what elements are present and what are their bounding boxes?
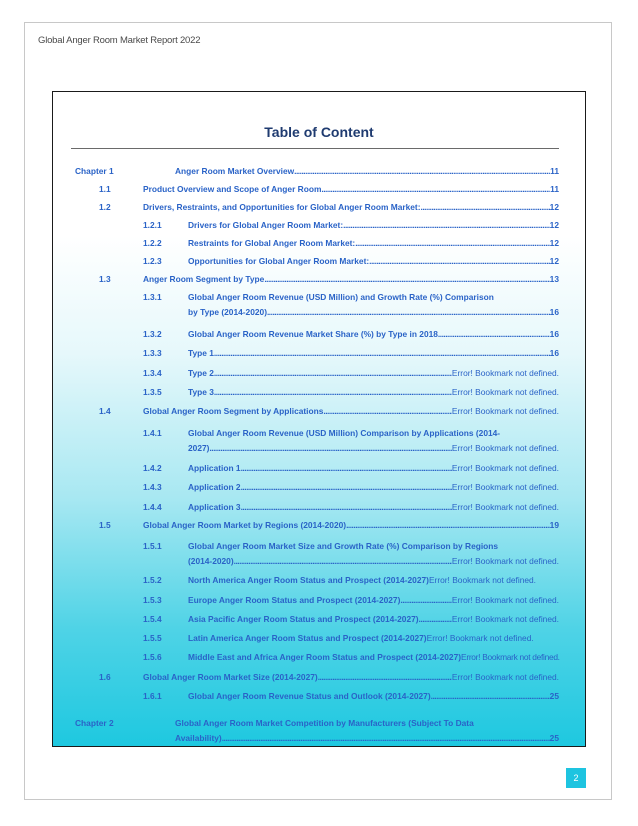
- toc-number: 1.4.1: [143, 428, 162, 438]
- leader-dots: [209, 443, 452, 454]
- leader-dots: [214, 348, 550, 359]
- leader-dots: [323, 406, 452, 417]
- toc-entry[interactable]: [188, 387, 559, 398]
- toc-page: 12: [549, 220, 559, 230]
- toc-entry[interactable]: [143, 202, 559, 213]
- toc-entry[interactable]: [143, 274, 559, 285]
- toc-page: 12: [549, 256, 559, 266]
- toc-page: 16: [549, 348, 559, 358]
- toc-entry-text-continued: (2014-2020): [188, 556, 234, 566]
- toc-entry-text: Europe Anger Room Status and Prospect (2014-2027): [188, 595, 401, 605]
- toc-entry-text: Product Overview and Scope of Anger Room: [143, 184, 322, 194]
- toc-page: 13: [549, 274, 559, 284]
- toc-entry[interactable]: [188, 502, 559, 513]
- toc-entry[interactable]: [188, 595, 559, 606]
- toc-entry-text: Global Anger Room Revenue (USD Million) and Growth Rate (%) Comparison: [188, 292, 494, 302]
- toc-page-error: Error! Bookmark not defined.: [451, 387, 559, 397]
- leader-dots: [369, 256, 550, 267]
- toc-entry-text: Global Anger Room Segment by Applications: [143, 406, 324, 416]
- leader-dots: [241, 463, 452, 474]
- leader-dots: [214, 368, 452, 379]
- toc-number: 1.5.2: [143, 575, 162, 585]
- leader-dots: [241, 482, 452, 493]
- leader-dots: [419, 614, 452, 625]
- report-header-title: Global Anger Room Market Report 2022: [38, 35, 201, 46]
- toc-page-error: Error! Bookmark not defined.: [451, 406, 559, 416]
- toc-page: 19: [549, 520, 559, 530]
- toc-number: 1.5.6: [143, 652, 162, 662]
- toc-number: 1.2.3: [143, 256, 162, 266]
- leader-dots: [421, 202, 550, 213]
- toc-entry-text: Global Anger Room Market Size and Growth Rate (%) Comparison by Regions: [188, 541, 499, 551]
- toc-page: 11: [550, 166, 559, 176]
- toc-entry-text: Application 2: [188, 482, 241, 492]
- toc-page-error: Error! Bookmark not defined.: [451, 672, 559, 682]
- toc-entry[interactable]: [188, 329, 559, 340]
- leader-dots: [438, 329, 550, 340]
- toc-entry-text: Anger Room Segment by Type: [143, 274, 265, 284]
- toc-entry[interactable]: [143, 406, 559, 417]
- toc-page: 12: [549, 202, 559, 212]
- toc-number: 1.2.2: [143, 238, 162, 248]
- toc-entry-text-continued: 2027): [188, 443, 210, 453]
- toc-entry[interactable]: [188, 256, 559, 267]
- leader-dots: [343, 220, 550, 231]
- toc-page-error: Error! Bookmark not defined.: [451, 443, 559, 453]
- toc-page-error: Error! Bookmark not defined.: [451, 482, 559, 492]
- toc-entry-text: Type 2: [188, 368, 214, 378]
- toc-number: 1.5.4: [143, 614, 162, 624]
- toc-entry[interactable]: [188, 556, 559, 567]
- toc-entry[interactable]: [188, 463, 559, 474]
- toc-entry[interactable]: [188, 691, 559, 702]
- toc-number: Chapter 1: [75, 166, 114, 176]
- toc-page-error: Error! Bookmark not defined.: [428, 575, 537, 585]
- leader-dots: [318, 672, 452, 683]
- toc-entry-text: Drivers for Global Anger Room Market:: [188, 220, 344, 230]
- toc-page-error: Error! Bookmark not defined.: [451, 614, 559, 624]
- toc-title: Table of Content: [264, 124, 374, 140]
- toc-number: 1.4: [99, 406, 111, 416]
- toc-page-error: Error! Bookmark not defined.: [451, 502, 559, 512]
- toc-entry-text: Latin America Anger Room Status and Prospect (2014-2027): [188, 633, 427, 643]
- toc-number: 1.4.4: [143, 502, 162, 512]
- toc-entry[interactable]: [188, 368, 559, 379]
- toc-entry[interactable]: [188, 307, 559, 318]
- toc-entry-text: Middle East and Africa Anger Room Status and Prospect (2014-2027): [188, 652, 462, 662]
- toc-entry-text: Type 1: [188, 348, 214, 358]
- toc-page-error: Error! Bookmark not defined.: [451, 556, 559, 566]
- toc-page: 16: [549, 329, 559, 339]
- toc-entry[interactable]: [143, 672, 559, 683]
- table-of-contents: [52, 91, 586, 747]
- toc-entry-text: North America Anger Room Status and Prospect (2014-2027): [188, 575, 429, 585]
- toc-entry-text: Drivers, Restraints, and Opportunities for Global Anger Room Market:: [143, 202, 421, 212]
- toc-entry-text: Global Anger Room Revenue Status and Outlook (2014-2027): [188, 691, 431, 701]
- leader-dots: [214, 387, 452, 398]
- toc-number: 1.6: [99, 672, 111, 682]
- toc-entry-text: Anger Room Market Overview: [175, 166, 295, 176]
- toc-number: 1.3: [99, 274, 111, 284]
- toc-page-error: Error! Bookmark not defined.: [461, 652, 560, 662]
- toc-number: 1.3.4: [143, 368, 162, 378]
- title-divider: [71, 148, 559, 149]
- toc-entry[interactable]: [188, 348, 559, 359]
- page-number-badge: 2: [566, 768, 586, 788]
- toc-entry-text: Application 1: [188, 463, 241, 473]
- toc-entry-text: Opportunities for Global Anger Room Market:: [188, 256, 370, 266]
- toc-number: 1.1: [99, 184, 111, 194]
- toc-page: 11: [550, 184, 559, 194]
- toc-entry[interactable]: [188, 575, 536, 586]
- toc-number: 1.5.1: [143, 541, 162, 551]
- toc-page-error: Error! Bookmark not defined.: [451, 463, 559, 473]
- toc-number: Chapter 2: [75, 718, 114, 728]
- toc-number: 1.3.5: [143, 387, 162, 397]
- leader-dots: [431, 691, 550, 702]
- leader-dots: [234, 556, 452, 567]
- toc-entry[interactable]: [175, 166, 559, 177]
- toc-number: 1.2.1: [143, 220, 162, 230]
- toc-number: 1.3.1: [143, 292, 162, 302]
- toc-entry[interactable]: [143, 520, 559, 531]
- toc-entry[interactable]: [175, 733, 559, 744]
- toc-entry[interactable]: [188, 633, 534, 644]
- toc-entry-text: Global Anger Room Revenue Market Share (%) by Type in 2018: [188, 329, 438, 339]
- toc-page-error: Error! Bookmark not defined.: [451, 595, 559, 605]
- toc-entry[interactable]: [188, 238, 559, 249]
- toc-page: 12: [549, 238, 559, 248]
- toc-entry[interactable]: [188, 220, 559, 231]
- leader-dots: [264, 274, 549, 285]
- toc-entry-text: Restraints for Global Anger Room Market:: [188, 238, 356, 248]
- leader-dots: [241, 502, 452, 513]
- toc-page: 16: [549, 307, 559, 317]
- toc-entry[interactable]: [188, 652, 560, 663]
- toc-entry-text: Type 3: [188, 387, 214, 397]
- toc-page-error: Error! Bookmark not defined.: [426, 633, 534, 643]
- toc-number: 1.4.2: [143, 463, 162, 473]
- toc-entry[interactable]: [188, 614, 559, 625]
- leader-dots: [400, 595, 452, 606]
- toc-entry-text-continued: Availability): [175, 733, 222, 743]
- toc-entry[interactable]: [143, 184, 559, 195]
- toc-entry[interactable]: [188, 482, 559, 493]
- toc-number: 1.2: [99, 202, 111, 212]
- toc-entry-text-continued: by Type (2014-2020): [188, 307, 267, 317]
- toc-number: 1.5: [99, 520, 111, 530]
- toc-number: 1.6.1: [143, 691, 162, 701]
- toc-page: 25: [549, 733, 559, 743]
- toc-number: 1.3.3: [143, 348, 162, 358]
- toc-number: 1.5.3: [143, 595, 162, 605]
- leader-dots: [267, 307, 550, 318]
- toc-entry-text: Global Anger Room Revenue (USD Million) Comparison by Applications (2014-: [188, 428, 501, 438]
- toc-page-error: Error! Bookmark not defined.: [451, 368, 559, 378]
- leader-dots: [346, 520, 550, 531]
- toc-entry-text: Global Anger Room Market by Regions (2014-2020): [143, 520, 347, 530]
- toc-entry[interactable]: [188, 443, 559, 454]
- toc-entry-text: Global Anger Room Market Size (2014-2027): [143, 672, 318, 682]
- toc-number: 1.4.3: [143, 482, 162, 492]
- toc-page: 25: [549, 691, 559, 701]
- toc-entry-text: Global Anger Room Market Competition by Manufacturers (Subject To Data: [175, 718, 474, 728]
- toc-number: 1.3.2: [143, 329, 162, 339]
- leader-dots: [355, 238, 549, 249]
- leader-dots: [294, 166, 550, 177]
- toc-entry-text: Application 3: [188, 502, 241, 512]
- toc-entry-text: Asia Pacific Anger Room Status and Prospect (2014-2027): [188, 614, 419, 624]
- leader-dots: [222, 733, 550, 744]
- toc-number: 1.5.5: [143, 633, 162, 643]
- leader-dots: [321, 184, 550, 195]
